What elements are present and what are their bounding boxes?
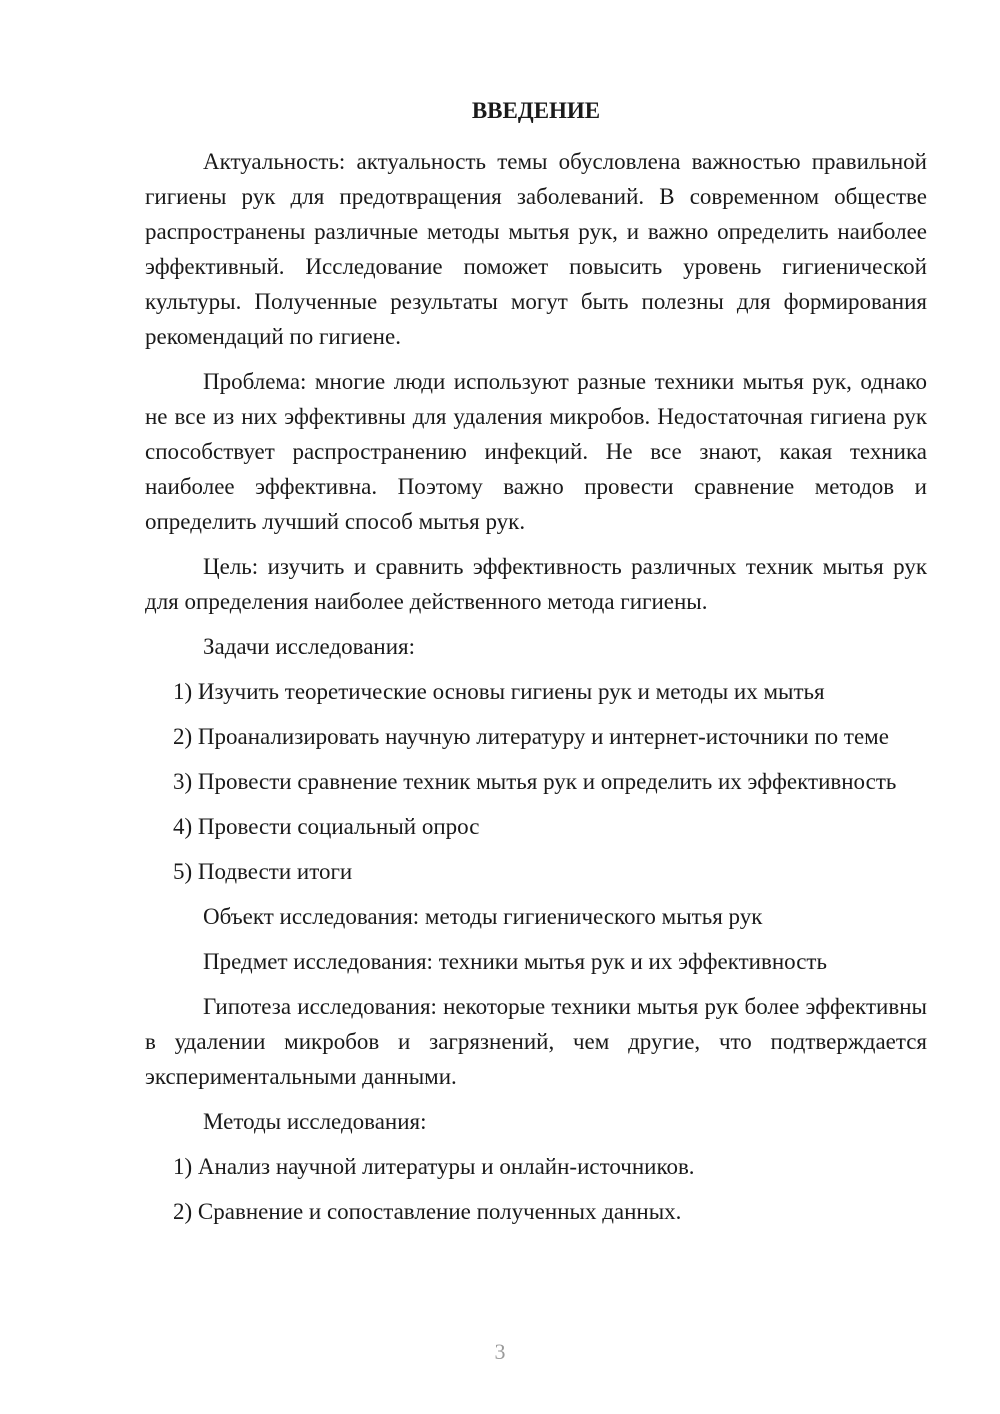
- task-item-2: 2) Проанализировать научную литературу и интернет-источники по теме: [173, 724, 889, 749]
- method-item-1: 1) Анализ научной литературы и онлайн-источников.: [173, 1154, 695, 1179]
- task-item-3: 3) Провести сравнение техник мытья рук и определить их эффективность: [173, 769, 897, 794]
- methods-title: Методы исследования:: [203, 1109, 427, 1134]
- task-item-4: 4) Провести социальный опрос: [173, 814, 480, 839]
- object-paragraph: Объект исследования: методы гигиенического мытья рук: [203, 904, 763, 929]
- problem-paragraph: Проблема: многие люди используют разные техники мытья рук, однако не все из них эффективны для удаления микробов. Недостаточная гигиена рук способствует распространению инфекций. Не все знают, какая техника наиболее эффективна. Поэтому важно провести сравнение методов и определить лучший способ мытья рук.: [145, 369, 927, 534]
- page-content: [145, 93, 927, 1239]
- hypothesis-paragraph: Гипотеза исследования: некоторые техники мытья рук более эффективны в удалении микробов и загрязнений, чем другие, что подтверждается экспериментальными данными.: [145, 994, 927, 1089]
- task-item-1: 1) Изучить теоретические основы гигиены рук и методы их мытья: [173, 679, 825, 704]
- section-heading: ВВЕДЕНИЕ: [471, 98, 601, 123]
- method-item-2: 2) Сравнение и сопоставление полученных данных.: [173, 1199, 682, 1224]
- tasks-title: Задачи исследования:: [203, 634, 416, 659]
- goal-paragraph: Цель: изучить и сравнить эффективность различных техник мытья рук для определения наиболее действенного метода гигиены.: [145, 554, 927, 614]
- relevance-paragraph: Актуальность: актуальность темы обусловлена важностью правильной гигиены рук для предотвращения заболеваний. В современном обществе распространены различные методы мытья рук, и важно определить наиболее эффективный. Исследование поможет повысить уровень гигиенической культуры. Полученные результаты могут быть полезны для формирования рекомендаций по гигиене.: [145, 149, 927, 349]
- page-number: 3: [494, 1339, 506, 1364]
- task-item-5: 5) Подвести итоги: [173, 859, 353, 884]
- subject-paragraph: Предмет исследования: техники мытья рук и их эффективность: [203, 949, 827, 974]
